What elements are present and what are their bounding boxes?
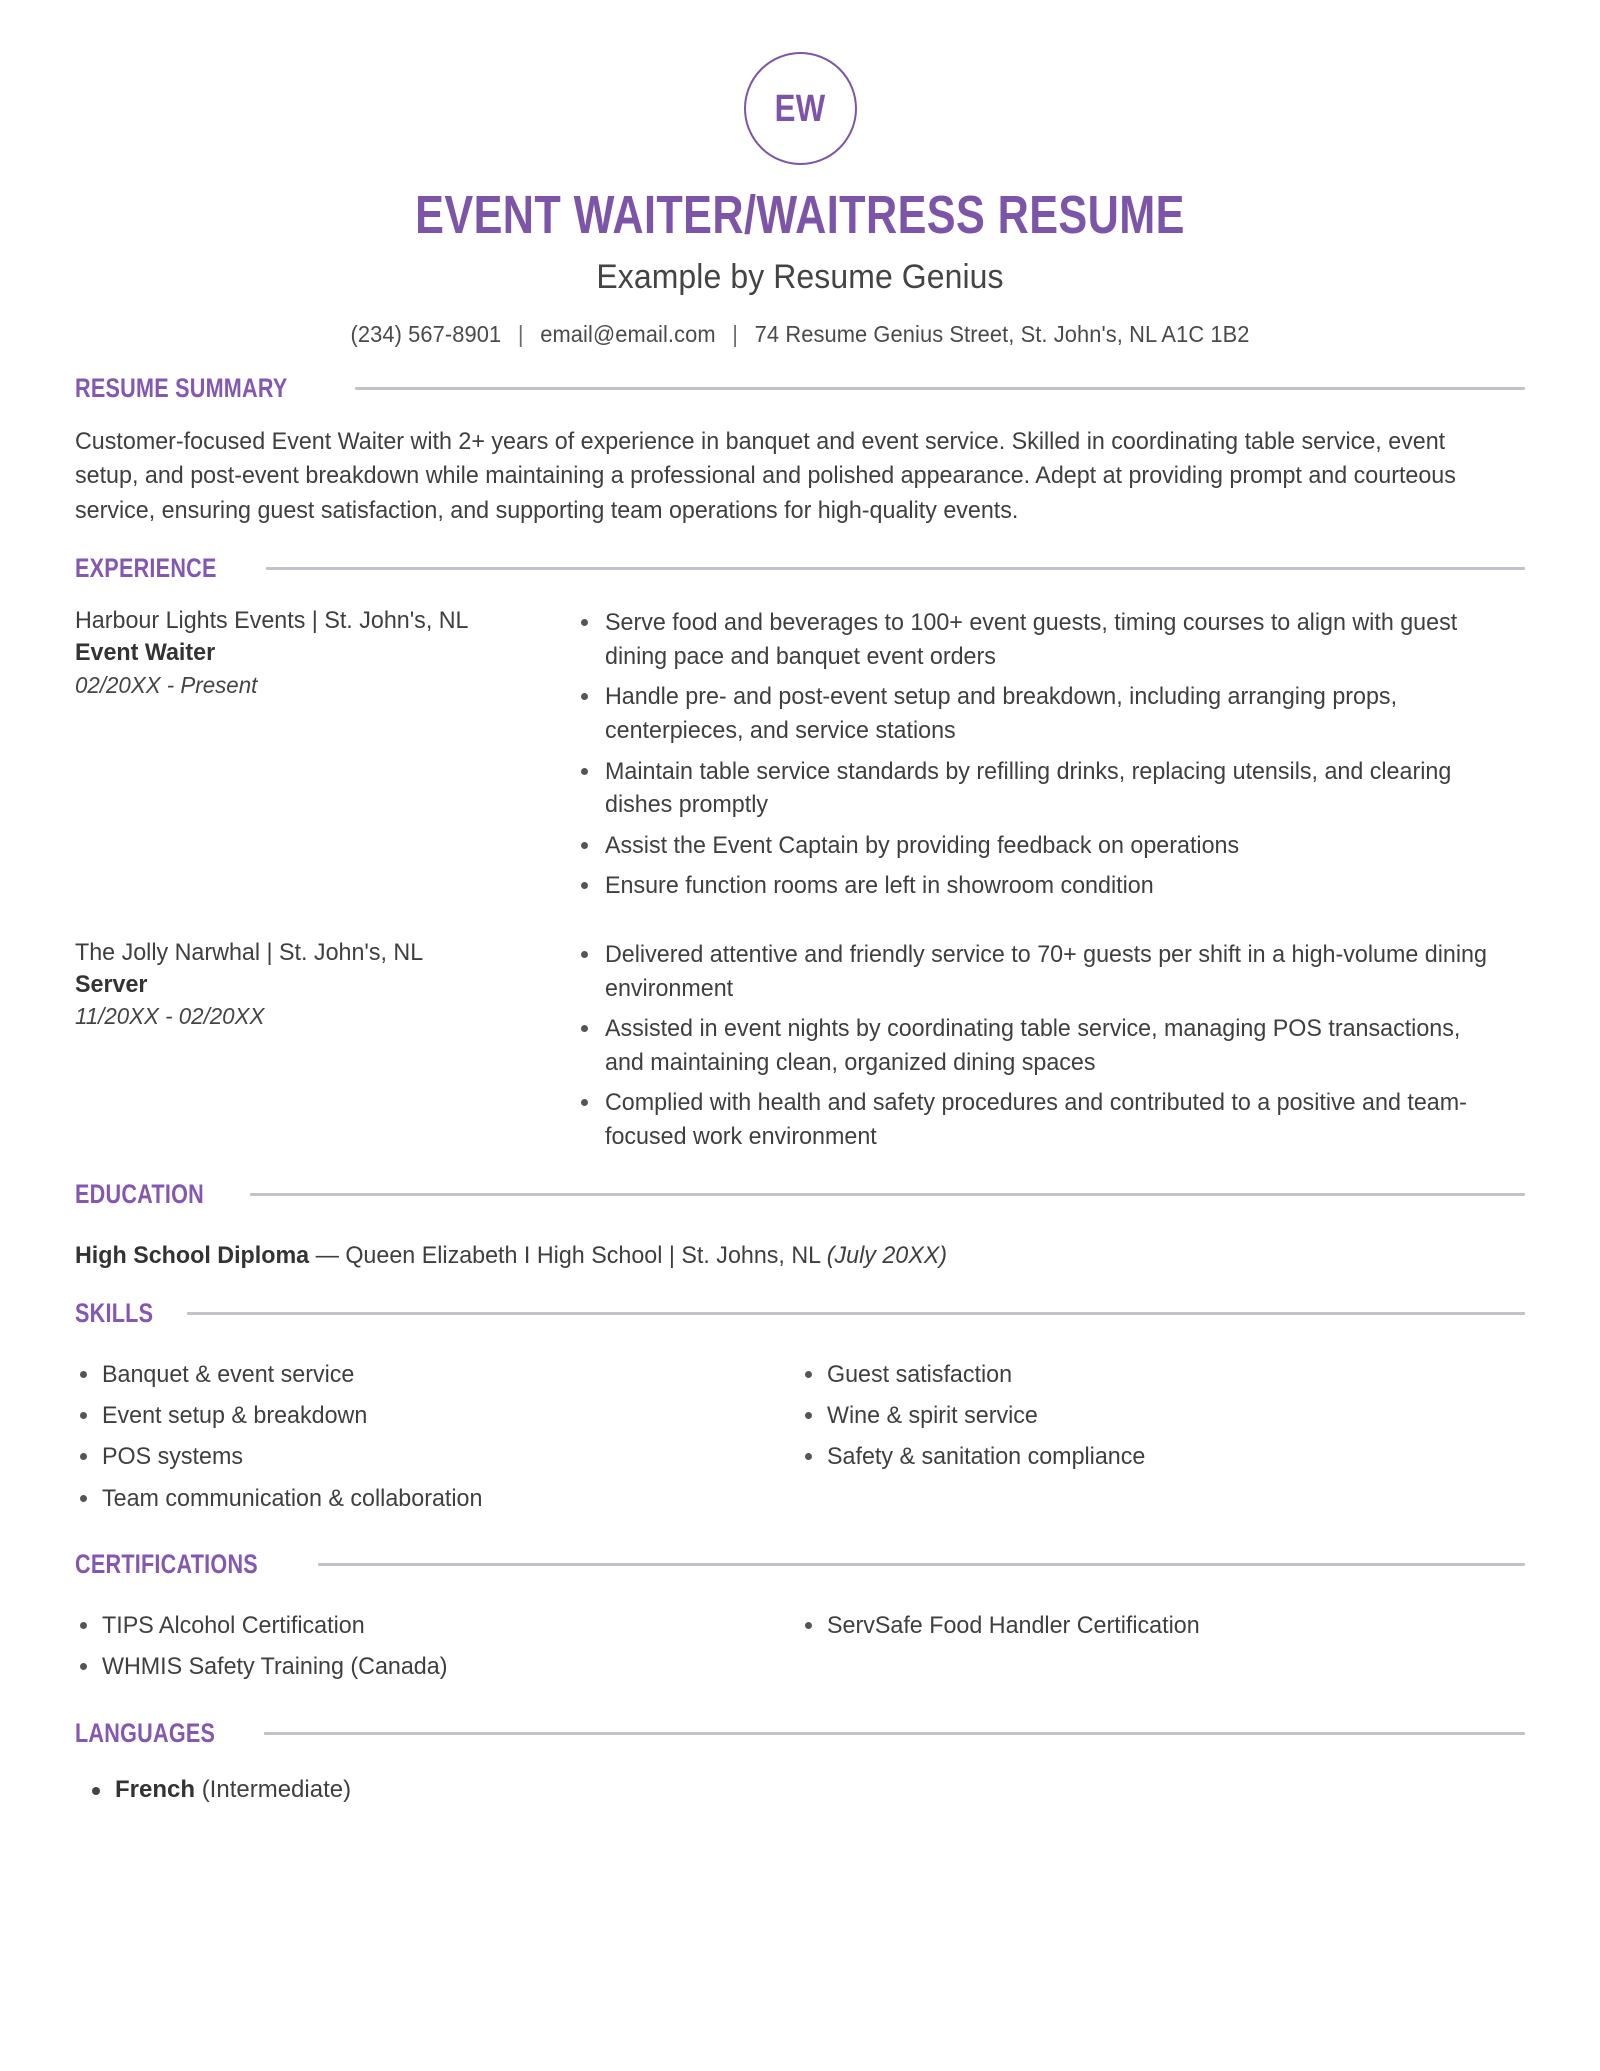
- section-divider: [187, 1312, 1525, 1315]
- contact-email[interactable]: email@email.com: [540, 320, 716, 347]
- job-bullet-text: Maintain table service standards by refilling drinks, replacing utensils, and clearing dishes promptly: [605, 757, 1452, 819]
- certifications-column-left: [75, 1610, 800, 1693]
- section-title-certifications: CERTIFICATIONS: [75, 1549, 258, 1580]
- skills-column-left: [75, 1359, 800, 1525]
- section-body-resume-summary: [75, 425, 1525, 527]
- section-title-languages: LANGUAGES: [75, 1717, 216, 1748]
- job-dates: 11/20XX - 02/20XX: [75, 1003, 265, 1030]
- certification-label: WHMIS Safety Training (Canada): [102, 1653, 448, 1681]
- job-bullet-text: Serve food and beverages to 100+ event guests, timing courses to align with guest dining pace and banquet event orders: [605, 609, 1458, 670]
- job-bullet: [575, 1086, 1525, 1153]
- experience-entry: [75, 605, 1525, 903]
- job-bullet-text: Assist the Event Captain by providing feedback on operations: [605, 831, 1240, 859]
- job-bullet-text: Assisted in event nights by coordinating table service, managing POS transactions, and maintaining clean, organized dining spaces: [605, 1015, 1461, 1076]
- skill-label: Banquet & event service: [102, 1360, 355, 1388]
- job-bullet-text: Delivered attentive and friendly service to 70+ guests per shift in a high-volume dining environment: [605, 941, 1487, 1002]
- job-bullet: [575, 829, 1525, 863]
- contact-phone: (234) 567-8901: [350, 320, 502, 347]
- job-bullet: [575, 680, 1525, 747]
- job-bullet-text: Complied with health and safety procedures and contributed to a positive and team-focused work environment: [605, 1089, 1467, 1151]
- certification-item: [75, 1651, 770, 1683]
- experience-entry-duties: [575, 937, 1525, 1154]
- education-school: Queen Elizabeth I High School | St. Johns, NL: [345, 1242, 821, 1270]
- section-body-skills: [75, 1359, 1525, 1525]
- section-body-languages: [75, 1774, 1525, 1806]
- job-bullet: [575, 755, 1525, 822]
- skill-item: [75, 1359, 770, 1391]
- certification-item: [75, 1610, 770, 1642]
- languages-list: [75, 1774, 1525, 1806]
- job-company: The Jolly Narwhal | St. John's, NL: [75, 939, 424, 967]
- job-company: Harbour Lights Events | St. John's, NL: [75, 607, 469, 635]
- language-name: French: [115, 1776, 196, 1804]
- skill-item: [75, 1400, 770, 1432]
- skill-label: Guest satisfaction: [827, 1360, 1013, 1388]
- skill-label: Wine & spirit service: [827, 1401, 1038, 1429]
- skill-label: POS systems: [102, 1443, 243, 1471]
- page-subtitle: Example by Resume Genius: [596, 257, 1004, 296]
- skills-column-right: [800, 1359, 1525, 1525]
- certifications-list: [800, 1610, 1495, 1642]
- contact-line: [111, 321, 1489, 348]
- section-languages: [75, 1719, 1525, 1807]
- section-divider: [250, 1193, 1525, 1196]
- section-header-languages: [75, 1719, 1525, 1749]
- section-education: [75, 1180, 1525, 1273]
- skills-list: [800, 1359, 1495, 1474]
- section-header-certifications: [75, 1550, 1525, 1580]
- job-bullet-list: [575, 606, 1525, 903]
- section-header-resume-summary: [75, 374, 1525, 404]
- education-date: (July 20XX): [826, 1242, 948, 1270]
- skill-label: Team communication & collaboration: [102, 1484, 483, 1512]
- section-experience: [75, 554, 1525, 1154]
- certification-label: ServSafe Food Handler Certification: [827, 1611, 1200, 1639]
- section-divider: [264, 1732, 1525, 1735]
- language-level: (Intermediate): [201, 1776, 352, 1804]
- section-header-experience: [75, 554, 1525, 584]
- skill-item: [800, 1441, 1495, 1473]
- monogram-badge: [744, 52, 857, 165]
- page-title: EVENT WAITER/WAITRESS RESUME: [415, 185, 1185, 245]
- skill-item: [800, 1400, 1495, 1432]
- skill-label: Event setup & breakdown: [102, 1401, 368, 1429]
- job-bullet-text: Handle pre- and post-event setup and breakdown, including arranging props, centerpieces, and service stations: [605, 683, 1398, 745]
- job-bullet: [575, 606, 1525, 673]
- section-body-certifications: [75, 1610, 1525, 1693]
- experience-entry: [75, 937, 1525, 1154]
- language-item: [87, 1774, 1525, 1806]
- job-title: Server: [75, 971, 148, 999]
- summary-paragraph: Customer-focused Event Waiter with 2+ years of experience in banquet and event service. Skilled in coordinating table service, event setup, and post-event breakdown while maintaining a professional and polished appearance. Adept at providing prompt and courteous service, ensuring guest satisfaction, and supporting team operations for high-quality events.: [75, 428, 1456, 524]
- contact-separator-1: |: [517, 320, 524, 347]
- section-header-education: [75, 1180, 1525, 1210]
- experience-entry-meta: [75, 605, 575, 700]
- job-bullet: [575, 938, 1525, 1005]
- certifications-list: [75, 1610, 770, 1684]
- skills-list: [75, 1359, 770, 1516]
- experience-entry-duties: [575, 605, 1525, 903]
- section-divider: [355, 387, 1525, 390]
- job-bullet-list: [575, 938, 1525, 1154]
- section-skills: [75, 1299, 1525, 1524]
- section-resume-summary: [75, 374, 1525, 528]
- skill-item: [800, 1359, 1495, 1391]
- skill-item: [75, 1441, 770, 1473]
- section-body-experience: [75, 605, 1525, 1153]
- certification-item: [800, 1610, 1495, 1642]
- job-dates: 02/20XX - Present: [75, 671, 258, 698]
- contact-separator-2: |: [732, 320, 739, 347]
- education-dash: —: [315, 1242, 339, 1270]
- section-title-education: EDUCATION: [75, 1178, 204, 1209]
- monogram-initials: EW: [774, 87, 826, 130]
- experience-entry-meta: [75, 937, 575, 1032]
- certification-label: TIPS Alcohol Certification: [102, 1611, 365, 1639]
- certifications-column-right: [800, 1610, 1525, 1693]
- section-divider: [266, 567, 1525, 570]
- skill-label: Safety & sanitation compliance: [827, 1443, 1146, 1471]
- job-title: Event Waiter: [75, 639, 216, 667]
- job-bullet: [575, 869, 1525, 903]
- skill-item: [75, 1483, 770, 1515]
- section-header-skills: [75, 1299, 1525, 1329]
- section-certifications: [75, 1550, 1525, 1692]
- education-entry: [75, 1239, 1482, 1273]
- section-divider: [318, 1563, 1525, 1566]
- section-title-resume-summary: RESUME SUMMARY: [75, 372, 288, 403]
- resume-header: [75, 52, 1525, 348]
- job-bullet: [575, 1012, 1525, 1079]
- job-bullet-text: Ensure function rooms are left in showroom condition: [605, 872, 1154, 900]
- section-body-education: [75, 1239, 1525, 1273]
- education-degree: High School Diploma: [75, 1242, 310, 1270]
- section-title-skills: SKILLS: [75, 1297, 154, 1328]
- section-title-experience: EXPERIENCE: [75, 552, 217, 583]
- contact-address: 74 Resume Genius Street, St. John's, NL A1C 1B2: [754, 320, 1250, 347]
